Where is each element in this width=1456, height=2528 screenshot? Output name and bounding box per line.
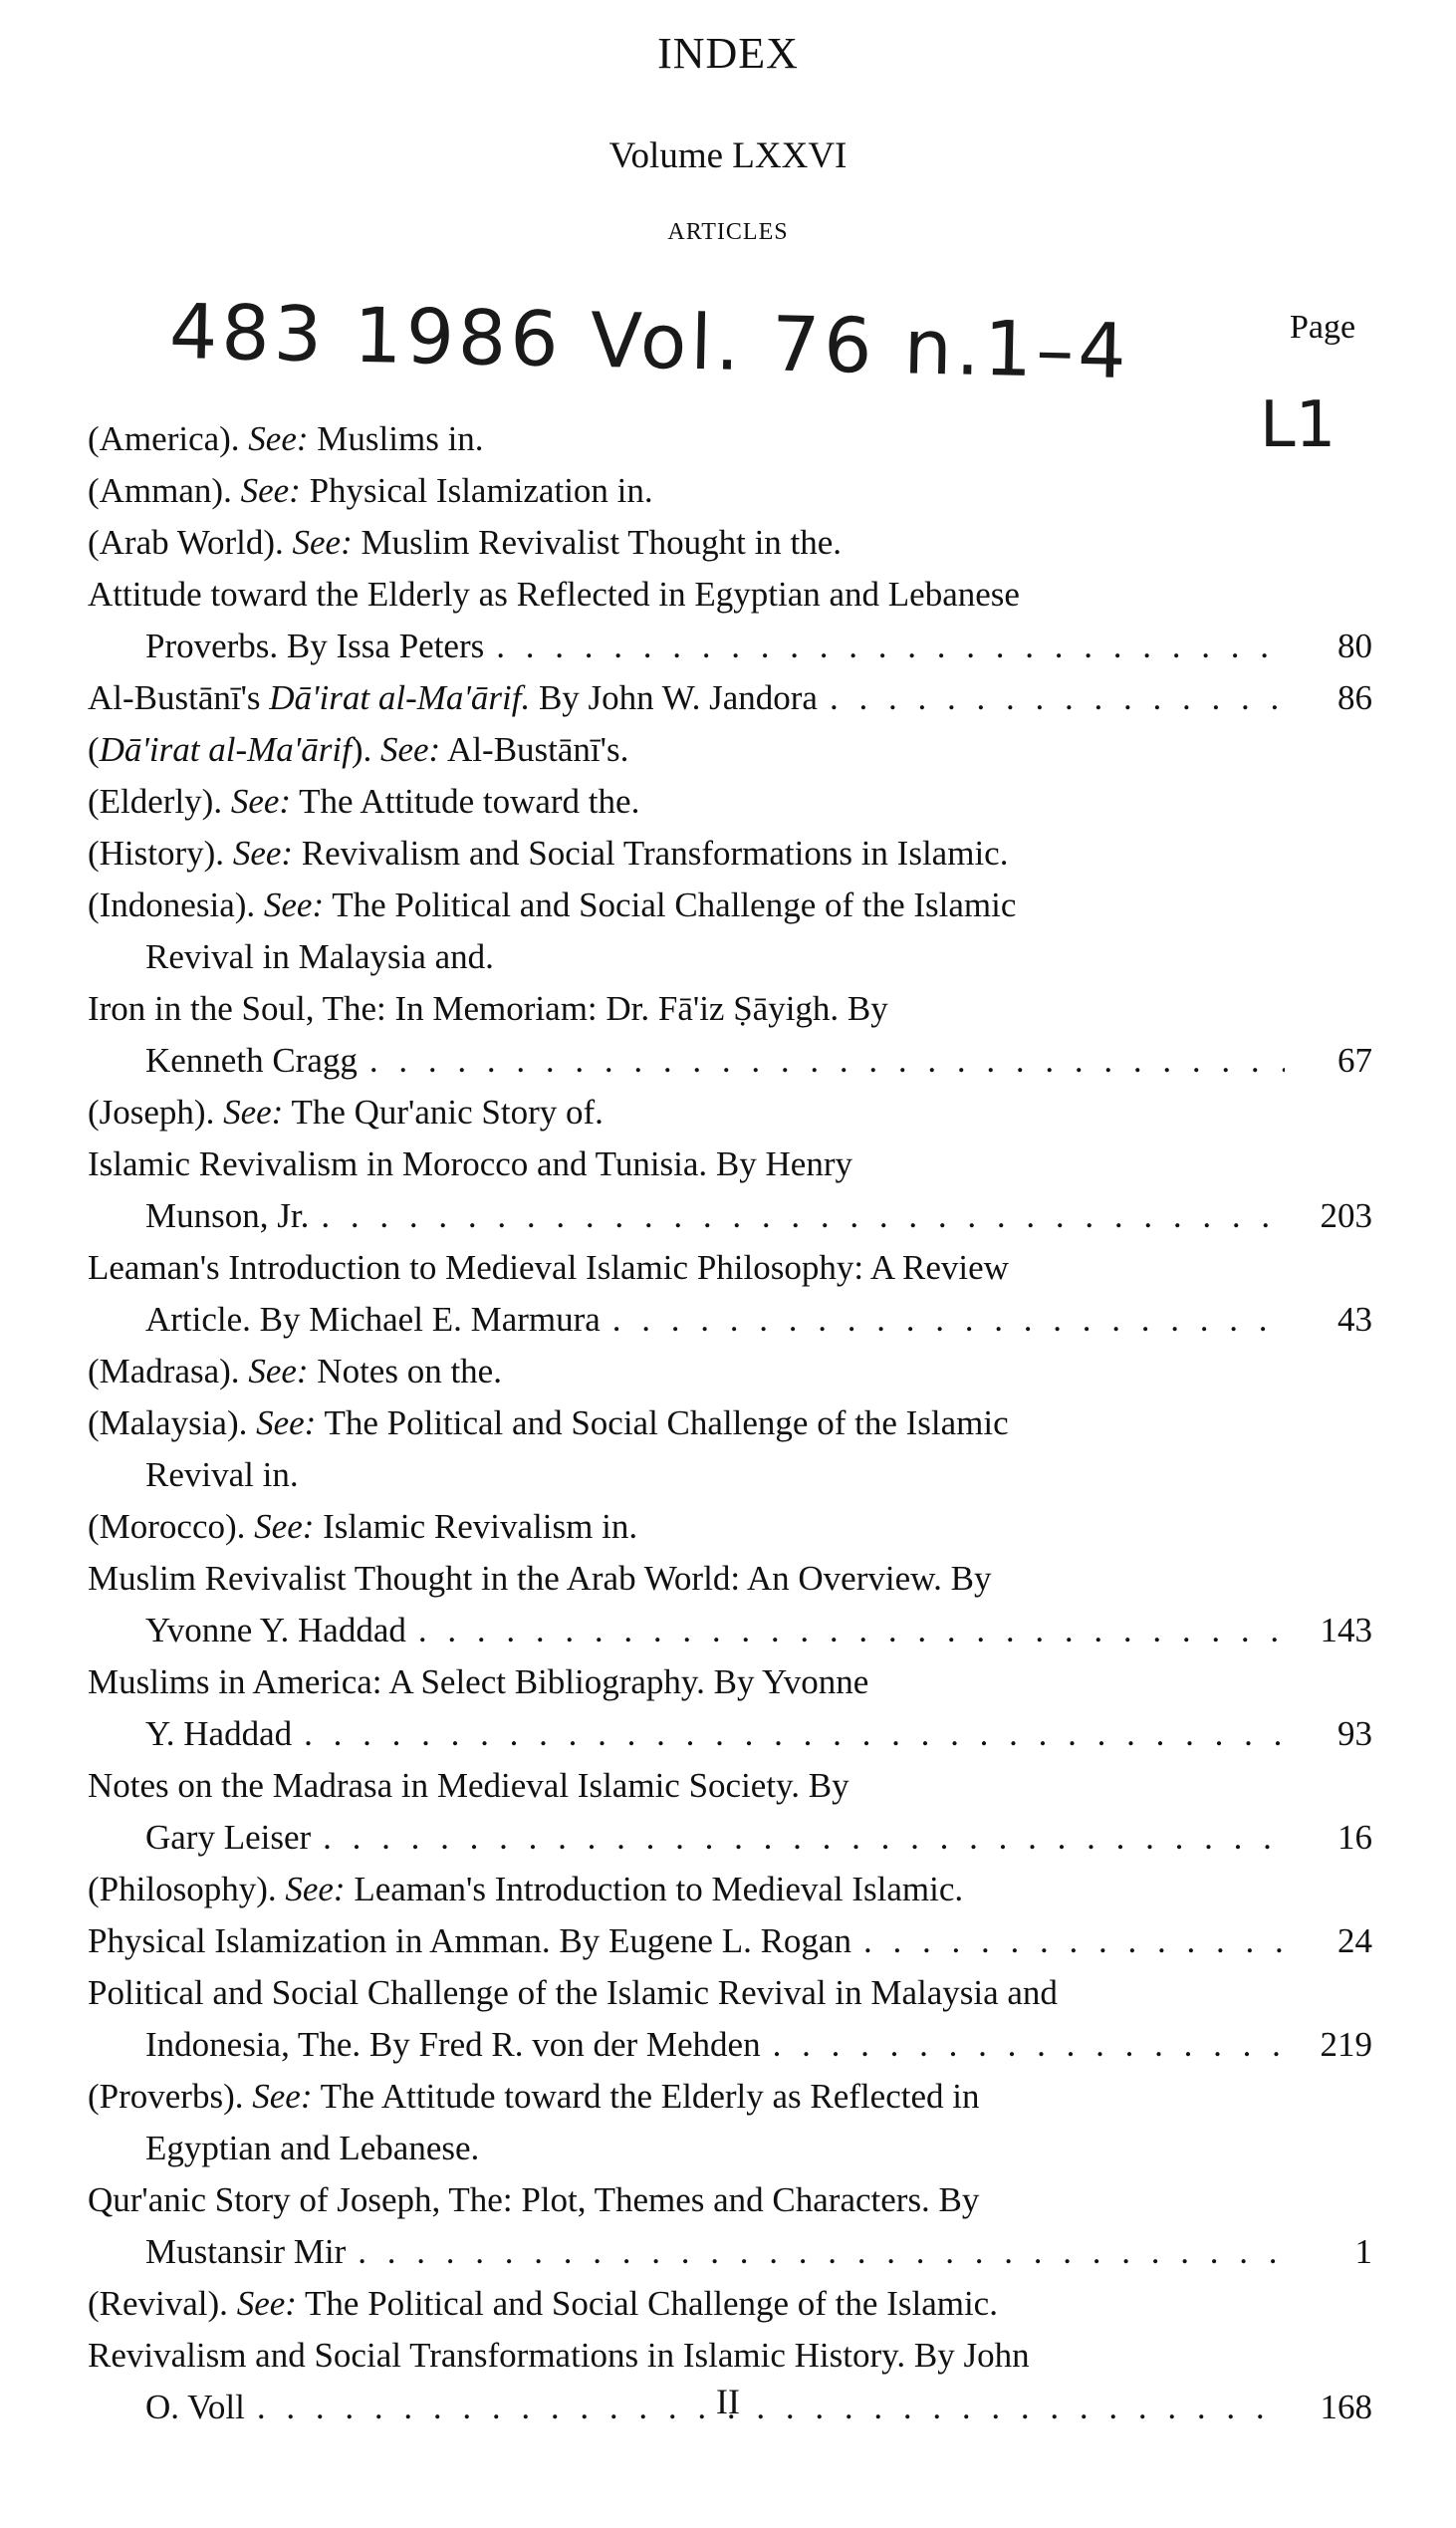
entry-continuation: Kenneth Cragg bbox=[145, 1041, 358, 1080]
entry-continuation: Proverbs. By Issa Peters bbox=[145, 627, 485, 665]
entry-title: Al-Bustānī's Dā'irat al-Ma'ārif. By John W. Jandora bbox=[88, 678, 818, 717]
entry-page-number: 203 bbox=[1320, 1196, 1372, 1235]
index-entry bbox=[88, 2278, 1372, 2330]
index-entry bbox=[88, 1656, 1372, 1760]
entry-title: (Philosophy). See: Leaman's Introduction to Medieval Islamic. bbox=[88, 1870, 964, 1908]
index-entry bbox=[88, 1501, 1372, 1553]
entry-title: (Amman). See: Physical Islamization in. bbox=[88, 471, 653, 510]
entry-page-number: 16 bbox=[1337, 1818, 1372, 1857]
index-entry bbox=[88, 1915, 1372, 1967]
handwritten-note: 483 1986 Vol. 76 n.1–4 bbox=[168, 286, 1131, 396]
entry-continuation: Revival in. bbox=[145, 1455, 299, 1494]
index-entry bbox=[88, 983, 1372, 1087]
entry-title: (Elderly). See: The Attitude toward the. bbox=[88, 782, 640, 821]
entry-title: Islamic Revivalism in Morocco and Tunisia. By Henry bbox=[88, 1144, 852, 1183]
leader-dots bbox=[863, 1915, 1285, 1967]
entry-title: Qur'anic Story of Joseph, The: Plot, Themes and Characters. By bbox=[88, 2180, 980, 2219]
entry-page-number: 219 bbox=[1320, 2025, 1372, 2064]
entry-page-number: 67 bbox=[1337, 1041, 1372, 1080]
entry-title: Leaman's Introduction to Medieval Islamic Philosophy: A Review bbox=[88, 1248, 1009, 1287]
entry-title: Revivalism and Social Transformations in Islamic History. By John bbox=[88, 2336, 1030, 2375]
entry-continuation: Mustansir Mir bbox=[145, 2232, 347, 2271]
leader-dots bbox=[418, 1605, 1285, 1656]
page-column-label: Page bbox=[1290, 309, 1356, 346]
leader-dots bbox=[304, 1708, 1285, 1760]
entry-continuation: Egyptian and Lebanese. bbox=[145, 2129, 480, 2167]
entry-title: (Joseph). See: The Qur'anic Story of. bbox=[88, 1093, 604, 1132]
index-entry bbox=[88, 2071, 1372, 2174]
entry-title: Attitude toward the Elderly as Reflected in Egyptian and Lebanese bbox=[88, 575, 1020, 614]
index-entry bbox=[88, 1397, 1372, 1501]
entry-page-number: 43 bbox=[1337, 1300, 1372, 1339]
index-entry bbox=[88, 1242, 1372, 1346]
index-entry bbox=[88, 1967, 1372, 2071]
entry-title: Muslims in America: A Select Bibliography. By Yvonne bbox=[88, 1662, 869, 1701]
entry-continuation: O. Voll bbox=[145, 2388, 245, 2426]
index-entry bbox=[88, 517, 1372, 569]
entry-title: Physical Islamization in Amman. By Eugene L. Rogan bbox=[88, 1921, 851, 1960]
entry-page-number: 80 bbox=[1337, 627, 1372, 665]
page-title: INDEX bbox=[657, 29, 799, 78]
leader-dots bbox=[830, 672, 1285, 724]
index-entry bbox=[88, 1864, 1372, 1915]
entry-page-number: 93 bbox=[1337, 1714, 1372, 1753]
handwritten-mark: L1 bbox=[1260, 388, 1336, 462]
entry-page-number: 86 bbox=[1337, 678, 1372, 717]
entry-continuation: Y. Haddad bbox=[145, 1714, 293, 1753]
entry-title: (Proverbs). See: The Attitude toward the Elderly as Reflected in bbox=[88, 2077, 980, 2116]
entry-page-number: 143 bbox=[1320, 1611, 1372, 1649]
index-entries-list bbox=[88, 413, 1372, 2433]
index-entry bbox=[88, 724, 1372, 776]
entry-page-number: 24 bbox=[1337, 1921, 1372, 1960]
entry-continuation: Article. By Michael E. Marmura bbox=[145, 1300, 601, 1339]
entry-title: (Dā'irat al-Ma'ārif). See: Al-Bustānī's. bbox=[88, 730, 629, 769]
entry-continuation: Gary Leiser bbox=[145, 1818, 312, 1857]
entry-title: (Indonesia). See: The Political and Social Challenge of the Islamic bbox=[88, 885, 1017, 924]
entry-continuation: Yvonne Y. Haddad bbox=[145, 1611, 406, 1649]
index-entry bbox=[88, 880, 1372, 983]
entry-title: (America). See: Muslims in. bbox=[88, 419, 484, 458]
index-entry bbox=[88, 413, 1372, 465]
entry-title: Political and Social Challenge of the Islamic Revival in Malaysia and bbox=[88, 1973, 1058, 2012]
leader-dots bbox=[323, 1812, 1285, 1864]
index-entry bbox=[88, 1087, 1372, 1138]
index-entry bbox=[88, 569, 1372, 672]
entry-title: (Revival). See: The Political and Social Challenge of the Islamic. bbox=[88, 2284, 998, 2323]
page-number: II bbox=[716, 2382, 740, 2421]
leader-dots bbox=[358, 2226, 1285, 2278]
entry-title: (History). See: Revivalism and Social Transformations in Islamic. bbox=[88, 834, 1009, 873]
entry-title: (Madrasa). See: Notes on the. bbox=[88, 1352, 502, 1390]
index-entry bbox=[88, 776, 1372, 828]
leader-dots bbox=[773, 2019, 1285, 2071]
entry-continuation: Munson, Jr. bbox=[145, 1196, 310, 1235]
leader-dots bbox=[321, 1190, 1285, 1242]
index-entry bbox=[88, 1346, 1372, 1397]
index-entry bbox=[88, 1553, 1372, 1656]
leader-dots bbox=[496, 621, 1285, 672]
entry-title: Muslim Revivalist Thought in the Arab World: An Overview. By bbox=[88, 1559, 992, 1598]
index-entry bbox=[88, 465, 1372, 517]
entry-title: (Morocco). See: Islamic Revivalism in. bbox=[88, 1507, 638, 1546]
entry-continuation: Revival in Malaysia and. bbox=[145, 937, 494, 976]
entry-title: (Malaysia). See: The Political and Social Challenge of the Islamic bbox=[88, 1403, 1009, 1442]
index-entry bbox=[88, 672, 1372, 724]
volume-label: Volume LXXVI bbox=[608, 135, 848, 176]
index-entry bbox=[88, 2174, 1372, 2278]
entry-continuation: Indonesia, The. By Fred R. von der Mehden bbox=[145, 2025, 761, 2064]
entry-page-number: 168 bbox=[1320, 2388, 1372, 2426]
entry-page-number: 1 bbox=[1354, 2232, 1372, 2271]
entry-title: (Arab World). See: Muslim Revivalist Thought in the. bbox=[88, 523, 843, 562]
index-entry bbox=[88, 828, 1372, 880]
leader-dots bbox=[369, 1035, 1285, 1087]
entry-title: Notes on the Madrasa in Medieval Islamic Society. By bbox=[88, 1766, 849, 1805]
leader-dots bbox=[612, 1294, 1285, 1346]
index-entry bbox=[88, 1760, 1372, 1864]
index-entry bbox=[88, 1138, 1372, 1242]
section-heading: ARTICLES bbox=[667, 219, 789, 245]
entry-title: Iron in the Soul, The: In Memoriam: Dr. Fā'iz Ṣāyigh. By bbox=[88, 989, 888, 1028]
